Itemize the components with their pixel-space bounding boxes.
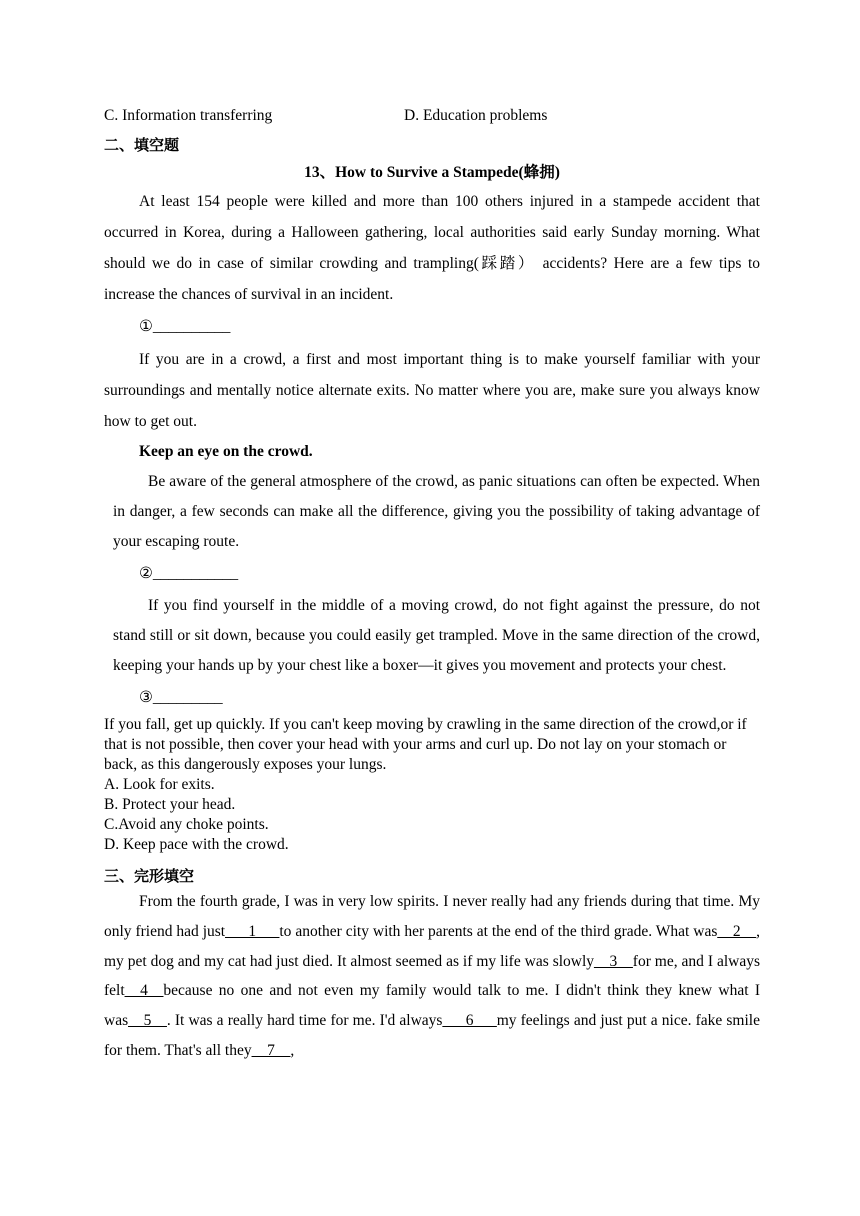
paragraph-moving-crowd: If you find yourself in the middle of a moving crowd, do not fight against the pressure, do not stand still or sit down, because you could easily get trampled. Move in the same direction of the crowd, keeping your hands up by your chest like a boxer—it gives you movement and protects your chest. bbox=[113, 597, 760, 674]
cloze-text: my feelings and just put a nice. fake smile for them. That's all they bbox=[104, 1012, 760, 1059]
cloze-blank-4: __4__ bbox=[124, 982, 164, 1000]
paragraph-fall: If you fall, get up quickly. If you can't keep moving by crawling in the same direction of the crowd,or if that is not possible, then cover your head with your arms and curl up. Do not lay on your stomach or back, as this dangerously exposes your lungs. bbox=[104, 716, 747, 773]
previous-question-options bbox=[104, 104, 760, 128]
option-a: A. Look for exits. bbox=[104, 776, 215, 793]
cloze-blank-6: ___6___ bbox=[442, 1012, 497, 1030]
intro-paragraph: At least 154 people were killed and more than 100 others injured in a stampede accident that occurred in Korea, during a Halloween gathering, local authorities said early Sunday morning. What should we do in case of similar crowding and trampling(踩踏） accidents? Here are a few tips to increase the chances of survival in an incident. bbox=[104, 193, 760, 303]
option-b: B. Protect your head. bbox=[104, 796, 236, 813]
cloze-text: to another city with her parents at the end of the third grade. What was bbox=[279, 922, 718, 940]
paragraph-exits: If you are in a crowd, a first and most important thing is to make yourself familiar with your surroundings and mentally notice alternate exits. No matter where you are, make sure you always know how to get out. bbox=[104, 351, 760, 430]
cloze-paragraph bbox=[104, 887, 760, 1066]
paragraph-atmosphere: Be aware of the general atmosphere of the crowd, as panic situations can often be expected. When in danger, a few seconds can make all the difference, giving you the possibility of taking advantage of your escaping route. bbox=[113, 473, 760, 550]
option-d-item: D. Keep pace with the crowd. bbox=[104, 836, 289, 853]
cloze-blank-1: ___1___ bbox=[225, 922, 280, 940]
cloze-text: . It was a really hard time for me. I'd always bbox=[166, 1012, 443, 1030]
cloze-blank-5: __5__ bbox=[128, 1012, 167, 1030]
blank-2: ②___________ bbox=[139, 565, 239, 582]
document-page bbox=[104, 104, 760, 1066]
cloze-blank-7: __7__ bbox=[251, 1041, 291, 1059]
cloze-text: , bbox=[290, 1041, 295, 1059]
option-c-item: C.Avoid any choke points. bbox=[104, 816, 269, 833]
cloze-text: because no one and not even my family would talk to me. I didn't think they knew what I was bbox=[104, 982, 760, 1030]
passage-title: 13、How to Survive a Stampede(蜂拥) bbox=[304, 164, 560, 181]
cloze-text: , my pet dog and my cat had just died. It almost seemed as if my life was slowly bbox=[104, 922, 760, 970]
cloze-blank-3: __3__ bbox=[594, 952, 633, 970]
subheading-crowd: Keep an eye on the crowd. bbox=[139, 443, 313, 460]
section-heading-fill-in: 二、填空题 bbox=[104, 136, 180, 154]
option-d: D. Education problems bbox=[404, 107, 548, 124]
section-heading-cloze: 三、完形填空 bbox=[104, 867, 195, 885]
cloze-text: From the fourth grade, I was in very low spirits. I never really had any friends during that time. My only friend had just bbox=[104, 893, 760, 940]
cloze-blank-2: __2__ bbox=[717, 922, 757, 940]
blank-3: ③_________ bbox=[139, 689, 223, 706]
cloze-text: for me, and I always felt bbox=[104, 952, 761, 1000]
blank-1: ①__________ bbox=[139, 318, 231, 335]
option-c: C. Information transferring bbox=[104, 107, 273, 124]
